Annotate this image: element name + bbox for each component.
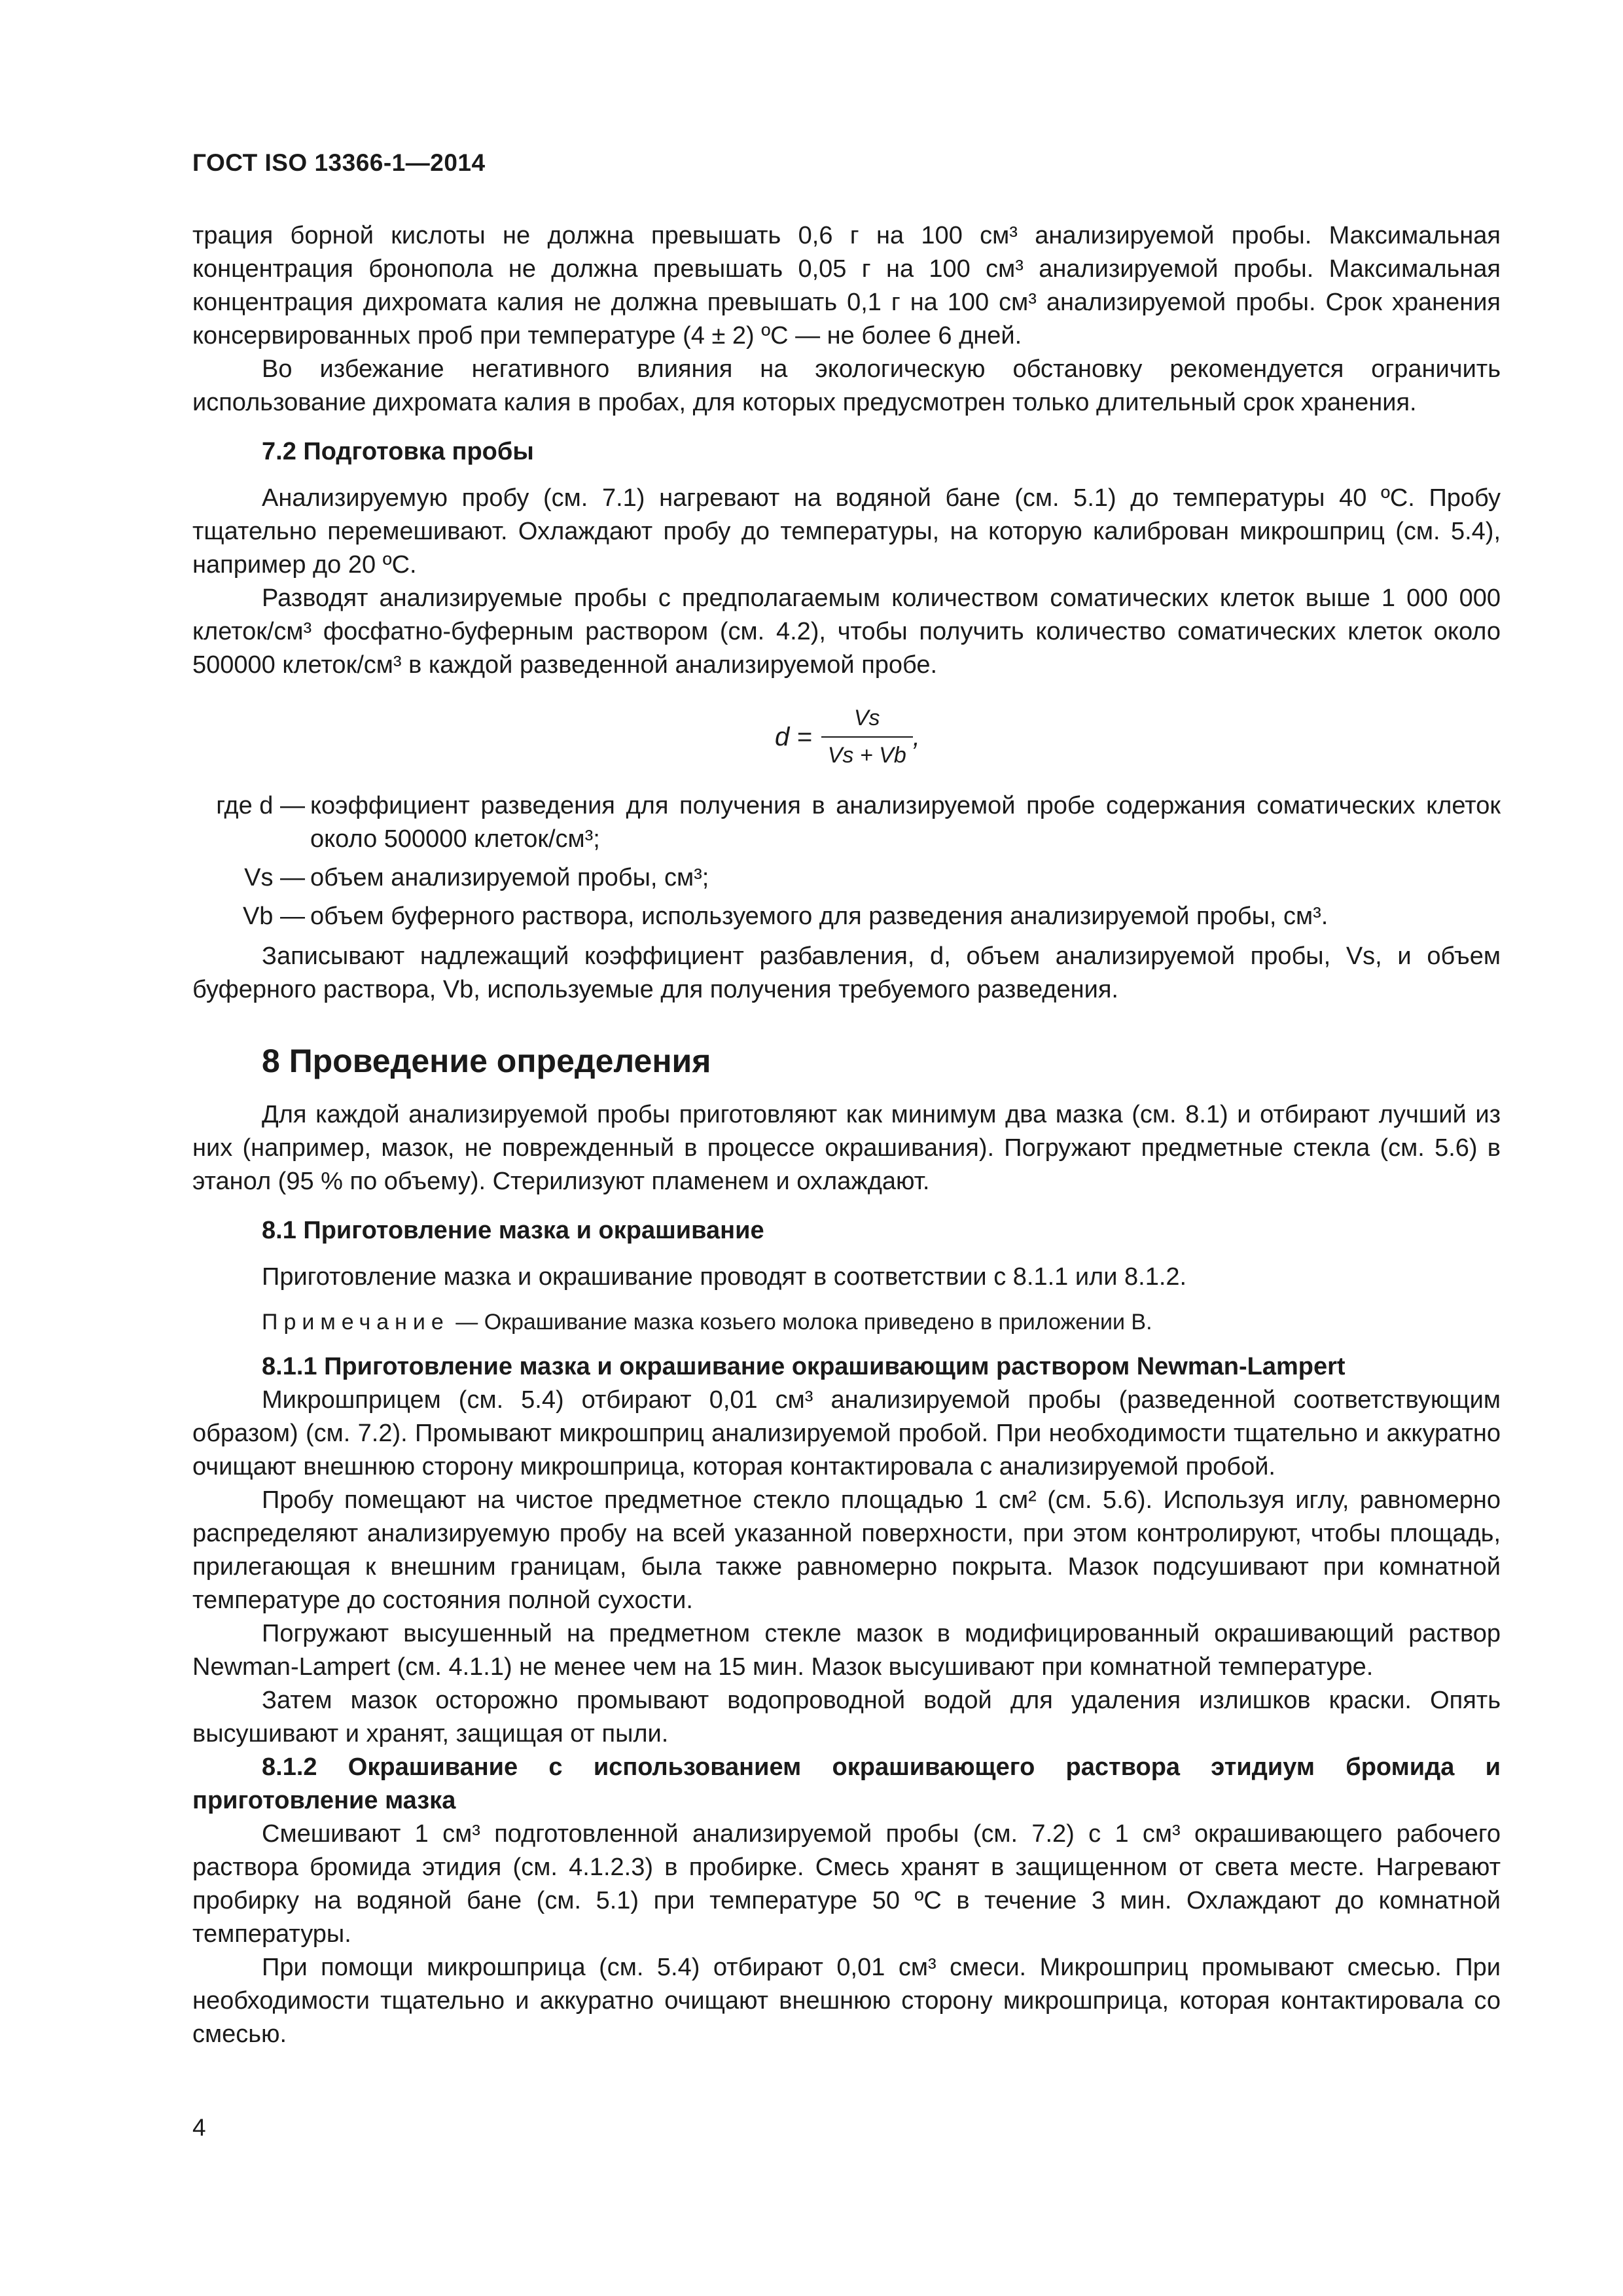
paragraph: Разводят анализируемые пробы с предполагаемым количеством соматических клеток выше 1 000 000 клеток/см³ фосфатно-буферным раствором (см. 4.2), чтобы получить количество соматических клеток около 500000 клеток/см³ в каждой разведенной анализируемой пробе. [192,584,1501,679]
paragraph: Пробу помещают на чистое предметное стекло площадью 1 см² (см. 5.6). Используя иглу, равномерно распределяют анализируемую пробу на всей указанной поверхности, при этом контролируют, чтобы площадь, прилегающая к внешним границам, была также равномерно покрыта. Мазок подсушивают при комнатной температуре до состояния полной сухости. [192,1486,1501,1614]
formula-numerator: Vs [853,706,880,730]
formula-denominator: Vs + Vb [821,736,913,772]
page-body [192,219,1501,2051]
paragraph: Записывают надлежащий коэффициент разбавления, d, объем анализируемой пробы, Vs, и объем буферного раствора, Vb, используемые для получения требуемого разведения. [192,942,1501,1003]
paragraph: Приготовление мазка и окрашивание проводят в соответствии с 8.1.1 или 8.1.2. [262,1263,1187,1291]
paragraph: Для каждой анализируемой пробы приготовляют как минимум два мазка (см. 8.1) и отбирают лучший из них (например, мазок, не поврежденный в процессе окрашивания). Погружают предметные стекла (см. 5.6) в этанол (95 % по объему). Стерилизуют пламенем и охлаждают. [192,1101,1501,1195]
definition-text: объем буферного раствора, используемого для разведения анализируемой пробы, см³. [310,903,1329,930]
definition-symbol: Vs — [244,864,305,891]
note-label: Примечание [262,1310,450,1335]
definition-item [192,900,1501,933]
definition-text: коэффициент разведения для получения в анализируемой пробе содержания соматических клеток около 500000 клеток/см³; [310,792,1501,853]
paragraph: Затем мазок осторожно промывают водопроводной водой для удаления излишков краски. Опять высушивают и хранят, защищая от пыли. [192,1687,1501,1748]
paragraph: Погружают высушенный на предметном стекле мазок в модифицированный окрашивающий раствор Newman-Lampert (см. 4.1.1) не менее чем на 15 мин. Мазок высушивают при комнатной температуре. [192,1620,1501,1681]
section-heading-8-1-2: 8.1.2 Окрашивание с использованием окрашивающего раствора этидиум бромида и приготовление мазка [192,1753,1501,1814]
section-heading-7-2: 7.2 Подготовка пробы [262,438,534,465]
formula-fraction [821,702,913,772]
section-heading-8-1-1: 8.1.1 Приготовление мазка и окрашивание окрашивающим раствором Newman-Lampert [262,1353,1346,1380]
formula-tail: , [912,722,920,751]
note-text: — Окрашивание мазка козьего молока приведено в приложении В. [449,1310,1152,1335]
definition-symbol: где d — [216,792,305,819]
paragraph: При помощи микрошприца (см. 5.4) отбирают 0,01 см³ смеси. Микрошприц промывают смесью. При необходимости тщательно и аккуратно очищают внешнюю сторону микрошприца, которая контактировала со смесью. [192,1954,1501,2048]
definition-item [192,789,1501,856]
note [262,1307,1501,1337]
paragraph: Смешивают 1 см³ подготовленной анализируемой пробы (см. 7.2) с 1 см³ окрашивающего рабочего раствора бромида этидия (см. 4.1.2.3) в пробирке. Смесь хранят в защищенном от света месте. Нагревают пробирку на водяной бане (см. 5.1) при температуре 50 ºС в течение 3 мин. Охлаждают до комнатной температуры. [192,1820,1501,1948]
formula-lhs: d = [775,722,812,751]
paragraph: Анализируемую пробу (см. 7.1) нагревают на водяной бане (см. 5.1) до температуры 40 ºС. Пробу тщательно перемешивают. Охлаждают пробу до температуры, на которую калиброван микрошприц (см. 5.4), например до 20 ºС. [192,484,1501,579]
paragraph: Микрошприцем (см. 5.4) отбирают 0,01 см³ анализируемой пробы (разведенной соответствующим образом) (см. 7.2). Промывают микрошприц анализируемой пробой. При необходимости тщательно и аккуратно очищают внешнюю сторону микрошприца, которая контактировала с анализируемой пробой. [192,1386,1501,1480]
section-heading-8: 8 Проведение определения [262,1043,711,1079]
definition-text: объем анализируемой пробы, см³; [310,864,709,891]
section-heading-8-1: 8.1 Приготовление мазка и окрашивание [262,1217,764,1244]
paragraph: трация борной кислоты не должна превышать 0,6 г на 100 см³ анализируемой пробы. Максимальная концентрация бронопола не должна превышать 0,05 г на 100 см³ анализируемой пробы. Максимальная концентрация дихромата калия не должна превышать 0,1 г на 100 см³ анализируемой пробы. Срок хранения консервированных проб при температуре (4 ± 2) ºС — не более 6 дней. [192,222,1501,350]
paragraph: Во избежание негативного влияния на экологическую обстановку рекомендуется ограничить использование дихромата калия в пробах, для которых предусмотрен только длительный срок хранения. [192,355,1501,416]
dilution-formula [192,689,1501,774]
page-number: 4 [192,2114,206,2141]
definition-item [192,861,1501,895]
definition-symbol: Vb — [242,903,305,930]
running-header: ГОСТ ISO 13366-1—2014 [192,149,486,176]
definitions-list [192,789,1501,933]
